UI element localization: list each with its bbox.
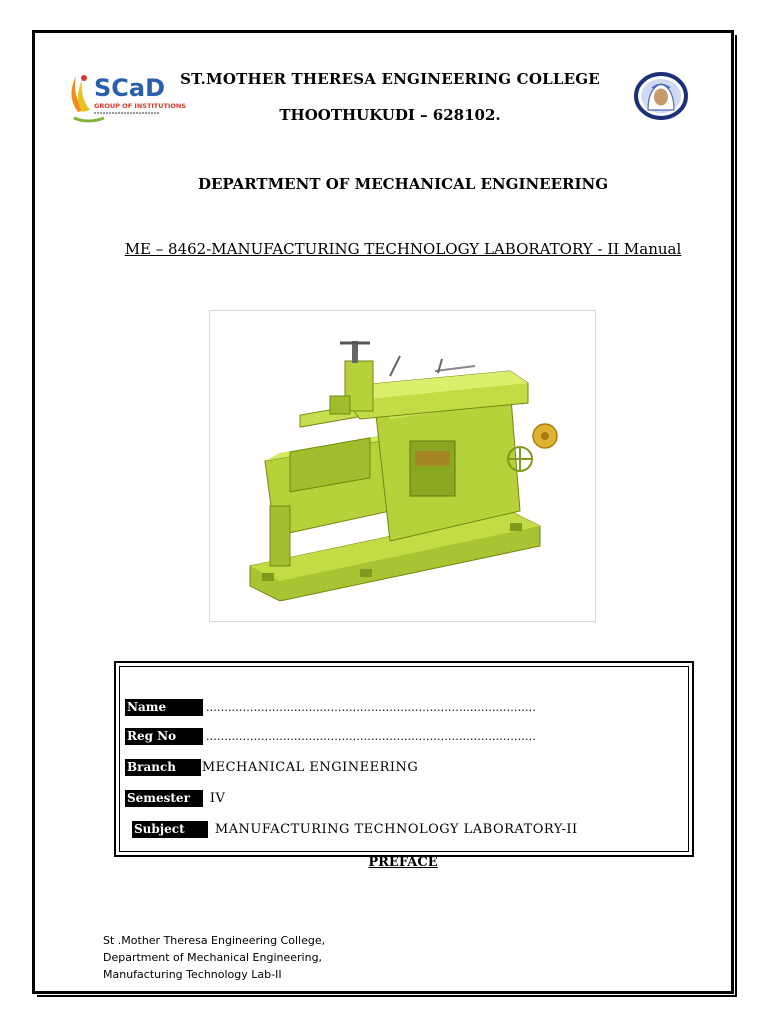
branch-value: MECHANICAL ENGINEERING — [201, 760, 419, 775]
subject-row — [132, 821, 578, 838]
logo-text: SCaD — [94, 74, 166, 102]
branch-colon: : — [193, 760, 198, 775]
name-field[interactable]: ……………………………………………………………………………… — [205, 701, 536, 714]
footer — [103, 932, 325, 983]
footer-college: St .Mother Theresa Engineering College, — [103, 934, 326, 947]
reg-no-field[interactable]: ……………………………………………………………………………… — [205, 730, 536, 743]
shaper-machine-illustration — [210, 311, 595, 621]
semester-colon: : — [195, 791, 200, 806]
semester-value: IV — [209, 791, 226, 806]
footer-lab: Manufacturing Technology Lab-II — [103, 968, 282, 981]
student-details-box — [114, 661, 694, 857]
college-city: THOOTHUKUDI – 628102. — [279, 106, 501, 124]
subject-colon: : — [202, 822, 207, 837]
department-title: DEPARTMENT OF MECHANICAL ENGINEERING — [197, 175, 609, 193]
subject-value: MANUFACTURING TECHNOLOGY LABORATORY-II — [214, 822, 578, 837]
reg-no-row — [125, 728, 536, 745]
lab-manual-title: ME – 8462-MANUFACTURING TECHNOLOGY LABORATORY - II Manual — [124, 240, 682, 258]
branch-row — [125, 759, 418, 776]
scad-logo — [64, 66, 187, 126]
college-name: ST.MOTHER THERESA ENGINEERING COLLEGE — [180, 70, 600, 88]
semester-row — [125, 790, 225, 807]
subject-label: Subject — [132, 821, 208, 838]
logo-subtext: GROUP OF INSTITUTIONS — [94, 102, 187, 110]
name-colon: : — [193, 700, 198, 715]
semester-label: Semester — [125, 790, 203, 807]
reg-no-label: Reg No — [125, 728, 203, 745]
shaper-machine-image — [209, 310, 596, 622]
reg-no-colon: : — [197, 729, 202, 744]
branch-label: Branch — [125, 759, 201, 776]
college-seal — [634, 72, 688, 120]
preface-heading: PREFACE — [368, 855, 438, 870]
name-label: Name — [125, 699, 203, 716]
footer-department: Department of Mechanical Engineering, — [103, 951, 323, 964]
name-row — [125, 699, 536, 716]
